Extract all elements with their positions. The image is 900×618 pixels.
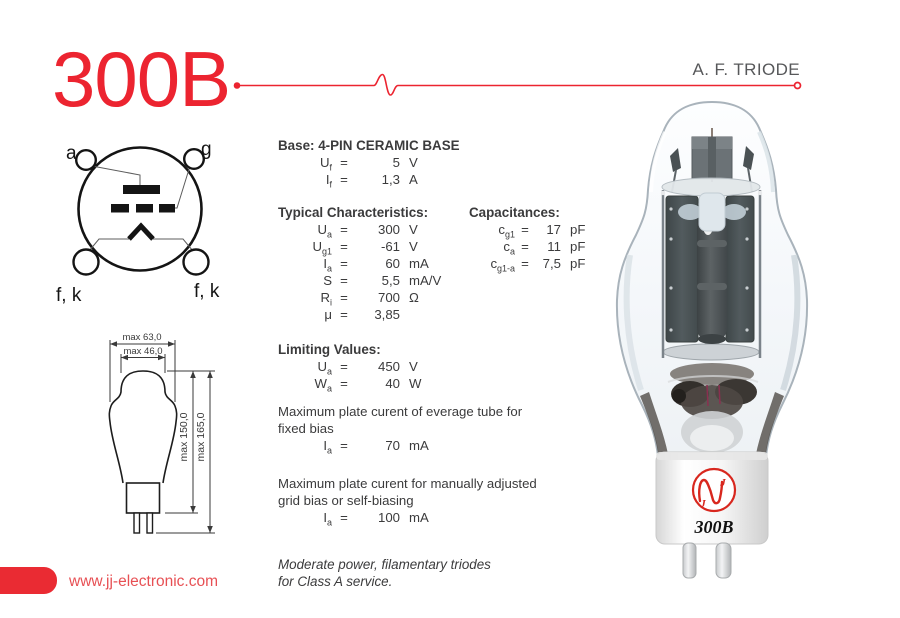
equals-sign: = bbox=[521, 239, 529, 254]
note-self-bias bbox=[278, 475, 537, 526]
spec-row bbox=[469, 221, 585, 238]
spec-symbol: $c_a$ bbox=[503, 239, 515, 257]
spec-symbol: S bbox=[323, 273, 332, 288]
spec-unit: W bbox=[409, 376, 422, 391]
spec-unit: V bbox=[409, 239, 418, 254]
tube-pin-right bbox=[716, 543, 731, 578]
spec-symbol: $U_{g1}$ bbox=[312, 239, 332, 257]
spec-unit: Ω bbox=[409, 290, 419, 305]
equals-sign: = bbox=[340, 359, 348, 374]
footer-red-tab bbox=[0, 567, 57, 594]
spec-unit: pF bbox=[570, 239, 586, 254]
spec-row bbox=[278, 171, 460, 188]
spec-value: 450 bbox=[377, 359, 400, 374]
spec-symbol: $c_{g1}$ bbox=[498, 222, 515, 240]
equals-sign: = bbox=[340, 510, 348, 525]
equals-sign: = bbox=[521, 256, 529, 271]
spec-section-capacitances bbox=[469, 204, 585, 272]
equals-sign: = bbox=[340, 376, 348, 391]
spec-symbol: $I_a$ bbox=[323, 438, 332, 456]
dim-label-overall-height: max 165,0 bbox=[195, 412, 207, 462]
tube-base-outline bbox=[127, 483, 160, 513]
spec-value: 11 bbox=[547, 239, 561, 254]
equals-sign: = bbox=[521, 222, 529, 237]
spec-row bbox=[278, 509, 537, 526]
description-line: for Class A service. bbox=[278, 574, 393, 589]
spec-section-base bbox=[278, 137, 460, 188]
dimension-drawing bbox=[98, 324, 222, 540]
pin-a bbox=[76, 150, 96, 170]
spec-row bbox=[469, 255, 585, 272]
spec-symbol: $U_a$ bbox=[317, 222, 332, 240]
spec-symbol: μ bbox=[324, 307, 332, 322]
spec-unit: mA bbox=[409, 256, 429, 271]
anode-lead-line bbox=[92, 166, 140, 185]
rod-tip bbox=[661, 191, 665, 195]
spec-value: 700 bbox=[377, 290, 400, 305]
pin-fk-left bbox=[74, 250, 99, 275]
spec-symbol: $U_f$ bbox=[319, 155, 332, 173]
spec-unit: V bbox=[409, 222, 418, 237]
typical-heading: Typical Characteristics: bbox=[278, 205, 429, 220]
spec-value: 100 bbox=[377, 510, 400, 525]
mica-disc-bottom bbox=[663, 344, 759, 360]
equals-sign: = bbox=[340, 155, 348, 170]
spec-value: 7,5 bbox=[542, 256, 561, 271]
spec-row bbox=[278, 375, 421, 392]
pulse-end-ring bbox=[795, 83, 801, 89]
logo-letter-j-bottom: J bbox=[700, 498, 706, 510]
spec-value: 17 bbox=[546, 222, 561, 237]
base-heading: Base: 4-PIN CERAMIC BASE bbox=[278, 138, 460, 153]
tube-photo bbox=[600, 95, 815, 585]
pin-label-a: a bbox=[66, 143, 77, 164]
spec-symbol: $c_{g1-a}$ bbox=[490, 256, 515, 274]
tube-pin-left bbox=[683, 543, 696, 578]
spec-row bbox=[278, 358, 421, 375]
anode-symbol bbox=[123, 185, 160, 194]
grid-lead-line bbox=[174, 166, 190, 208]
spec-row bbox=[278, 289, 441, 306]
spec-section-limiting bbox=[278, 341, 421, 392]
spec-unit: mA bbox=[409, 438, 429, 453]
spec-value: 3,85 bbox=[374, 307, 400, 322]
spec-symbol: $I_a$ bbox=[323, 256, 332, 274]
spec-unit: mA/V bbox=[409, 273, 442, 288]
spec-value: 5 bbox=[392, 155, 400, 170]
service-description bbox=[278, 556, 491, 590]
equals-sign: = bbox=[340, 222, 348, 237]
filament-symbol bbox=[129, 226, 153, 239]
spec-unit: V bbox=[409, 359, 418, 374]
grid-dash-1 bbox=[111, 204, 129, 213]
spec-value: 300 bbox=[377, 222, 400, 237]
note-fixed-bias bbox=[278, 403, 522, 454]
capacitances-heading: Capacitances: bbox=[469, 205, 560, 220]
dim-label-outer-width: max 63,0 bbox=[122, 332, 162, 343]
equals-sign: = bbox=[340, 172, 348, 187]
tube-outline bbox=[109, 371, 176, 483]
grid-dash-2 bbox=[136, 204, 153, 213]
rod-tip bbox=[758, 191, 762, 195]
tube-pin-outline bbox=[134, 513, 140, 533]
spec-symbol: $I_f$ bbox=[325, 172, 332, 190]
dim-label-glass-height: max 150,0 bbox=[178, 412, 190, 462]
pinout-diagram bbox=[50, 132, 230, 312]
spec-row bbox=[278, 238, 441, 255]
equals-sign: = bbox=[340, 290, 348, 305]
spec-row bbox=[278, 154, 460, 171]
spec-unit: pF bbox=[570, 256, 586, 271]
page-title: 300B bbox=[52, 35, 231, 123]
note-text-line: fixed bias bbox=[278, 421, 334, 436]
equals-sign: = bbox=[340, 273, 348, 288]
spec-unit: mA bbox=[409, 510, 429, 525]
dim-label-dome-width: max 46,0 bbox=[123, 346, 163, 357]
spec-row bbox=[278, 221, 441, 238]
website-link[interactable]: www.jj-electronic.com bbox=[69, 573, 219, 590]
spec-row bbox=[278, 437, 522, 454]
spec-unit bbox=[400, 306, 441, 323]
note-text-line: Maximum plate curent of everage tube for bbox=[278, 404, 523, 419]
spec-value: 40 bbox=[385, 376, 400, 391]
pulse-waveform bbox=[240, 75, 794, 96]
spec-symbol: $I_a$ bbox=[323, 510, 332, 528]
spec-row bbox=[278, 255, 441, 272]
pin-label-g: g bbox=[201, 139, 212, 160]
note-text-line: Maximum plate curent for manually adjusted bbox=[278, 476, 537, 491]
pulse-start-dot bbox=[234, 82, 241, 89]
equals-sign: = bbox=[340, 438, 348, 453]
spec-value: -61 bbox=[380, 239, 400, 254]
spec-row bbox=[469, 238, 585, 255]
tube-base-top-edge bbox=[656, 452, 768, 460]
spec-unit: A bbox=[409, 172, 418, 187]
equals-sign: = bbox=[340, 307, 348, 322]
equals-sign: = bbox=[340, 256, 348, 271]
pin-label-fk-left: f, k bbox=[56, 285, 82, 306]
spec-section-typical bbox=[278, 204, 441, 323]
tube-type-label: A. F. TRIODE bbox=[692, 60, 800, 79]
logo-letter-j-top: J bbox=[720, 477, 726, 489]
pin-label-fk-right: f, k bbox=[194, 281, 220, 302]
grid-dash-3 bbox=[159, 204, 175, 213]
spec-unit: pF bbox=[570, 222, 586, 237]
spec-symbol: $W_a$ bbox=[314, 376, 332, 394]
tube-pin-outline bbox=[147, 513, 153, 533]
equals-sign: = bbox=[340, 239, 348, 254]
spec-symbol: $U_a$ bbox=[317, 359, 332, 377]
tube-base-label: 300B bbox=[694, 517, 734, 537]
jj-logo bbox=[693, 469, 735, 511]
spec-row bbox=[278, 306, 441, 323]
note-text-line: grid bias or self-biasing bbox=[278, 493, 414, 508]
spec-value: 1,3 bbox=[381, 172, 400, 187]
spec-unit: V bbox=[409, 155, 418, 170]
spec-value: 5,5 bbox=[381, 273, 400, 288]
limiting-heading: Limiting Values: bbox=[278, 342, 381, 357]
pin-fk-right bbox=[184, 250, 209, 275]
description-line: Moderate power, filamentary triodes bbox=[278, 557, 491, 572]
spec-value: 60 bbox=[385, 256, 400, 271]
spec-row bbox=[278, 272, 441, 289]
spec-symbol: $R_i$ bbox=[320, 290, 332, 308]
spec-value: 70 bbox=[385, 438, 400, 453]
